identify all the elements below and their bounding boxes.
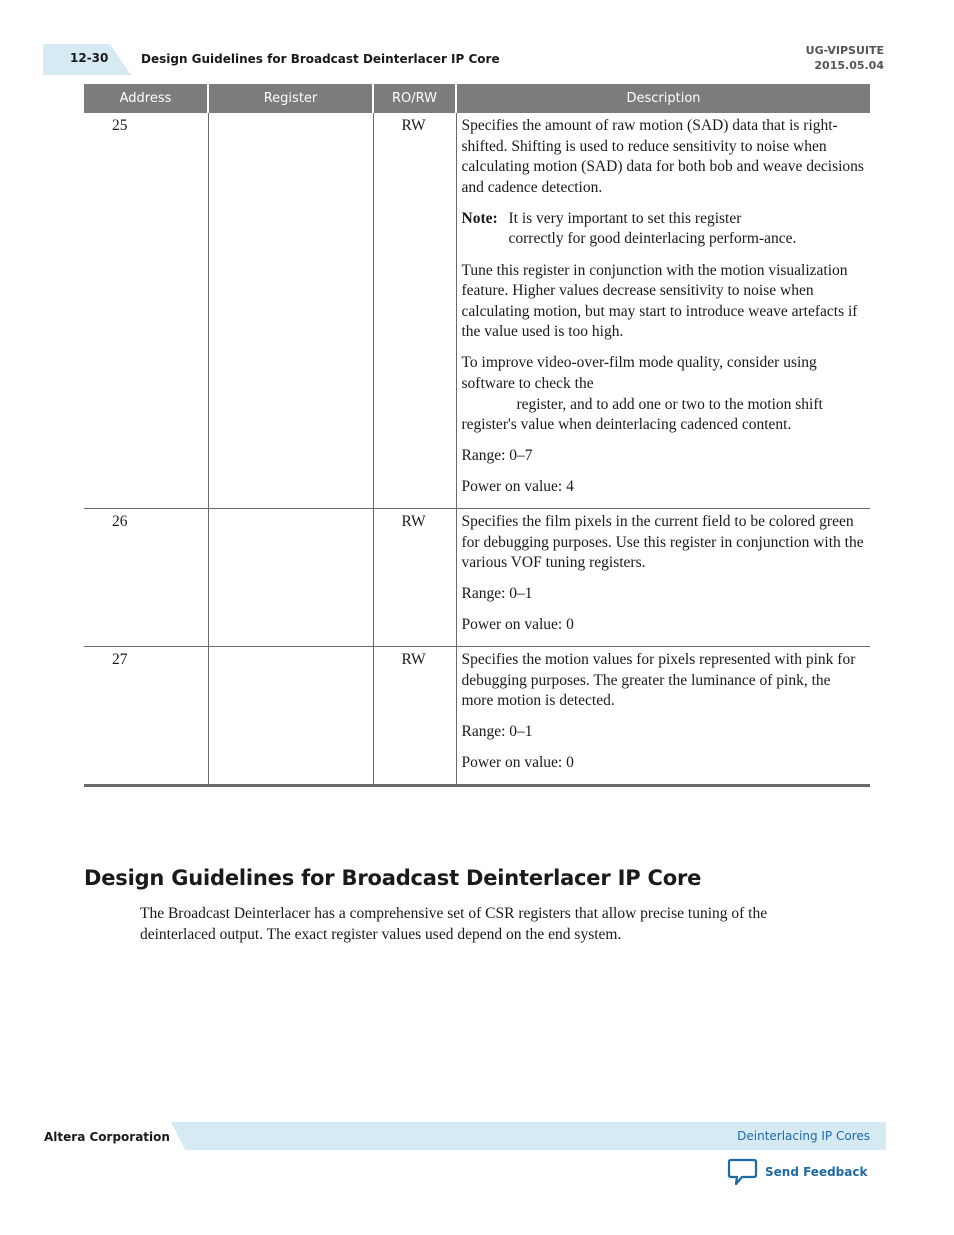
power-on-text: Power on value: 4	[461, 478, 574, 496]
table-header-row	[84, 84, 870, 113]
send-feedback-link[interactable]	[727, 1158, 867, 1186]
column-header-register: Register	[208, 84, 373, 113]
power-on-text: Power on value: 0	[461, 616, 574, 634]
register-table	[84, 84, 870, 787]
cell-address: 25	[84, 113, 208, 509]
note-block	[462, 209, 866, 250]
description-text: Tune this register in conjunction with the motion visualization feature. Higher values decrease sensitivity to noise when calculating motion, but may start to introduce weave artefacts if the value used is too high.	[461, 261, 858, 341]
description-text-part: register, and to add one or two to the motion shift register's value when deinterlacing cadenced content.	[461, 395, 823, 434]
column-header-description: Description	[456, 84, 870, 113]
cell-register	[208, 509, 373, 647]
page-number: 12-30	[70, 51, 109, 65]
description-text-part: To improve video-over-film mode quality, consider using software to check the	[461, 354, 817, 393]
range-text: Range: 0–1	[461, 585, 533, 603]
cell-access: RW	[373, 509, 456, 647]
document-identifier	[806, 43, 884, 73]
range-text: Range: 0–1	[461, 723, 533, 741]
doc-date: 2015.05.04	[814, 59, 884, 72]
section-body: The Broadcast Deinterlacer has a comprehensive set of CSR registers that allow precise tuning of the deinterlaced output. The exact register values used depend on the end system.	[140, 905, 768, 943]
range-text: Range: 0–7	[461, 447, 533, 465]
cell-description	[456, 113, 870, 509]
cell-register	[208, 113, 373, 509]
cell-register	[208, 646, 373, 785]
cell-address: 27	[84, 646, 208, 785]
cell-access: RW	[373, 646, 456, 785]
footer-chapter-link[interactable]: Deinterlacing IP Cores	[737, 1129, 870, 1143]
column-header-address: Address	[84, 84, 208, 113]
column-header-access: RO/RW	[373, 84, 456, 113]
description-text	[462, 353, 866, 435]
cell-access: RW	[373, 113, 456, 509]
cell-description	[456, 509, 870, 647]
description-text: Specifies the film pixels in the current field to be colored green for debugging purposes. Use this register in conjunction with the various VOF tuning registers.	[461, 513, 864, 572]
power-on-text: Power on value: 0	[461, 754, 574, 772]
section-heading: Design Guidelines for Broadcast Deinterlacer IP Core	[84, 866, 702, 890]
table-row	[84, 509, 870, 647]
description-text: Specifies the motion values for pixels represented with pink for debugging purposes. The greater the luminance of pink, the more motion is detected.	[461, 650, 856, 710]
note-label: Note:	[461, 209, 498, 227]
table-row	[84, 113, 870, 509]
cell-description	[456, 646, 870, 785]
cell-address: 26	[84, 509, 208, 647]
table-row	[84, 646, 870, 785]
description-text: Specifies the amount of raw motion (SAD) data that is right-shifted. Shifting is used to reduce sensitivity to noise when calculating motion (SAD) data for both bob and weave decisions and cadence detection.	[461, 117, 864, 196]
speech-bubble-icon	[727, 1158, 758, 1186]
send-feedback-label[interactable]: Send Feedback	[765, 1165, 868, 1179]
footer-company: Altera Corporation	[44, 1130, 170, 1144]
doc-id: UG-VIPSUITE	[805, 44, 884, 57]
running-header-title: Design Guidelines for Broadcast Deinterlacer IP Core	[141, 52, 500, 66]
note-text: It is very important to set this register correctly for good deinterlacing perform-ance.	[508, 209, 797, 248]
